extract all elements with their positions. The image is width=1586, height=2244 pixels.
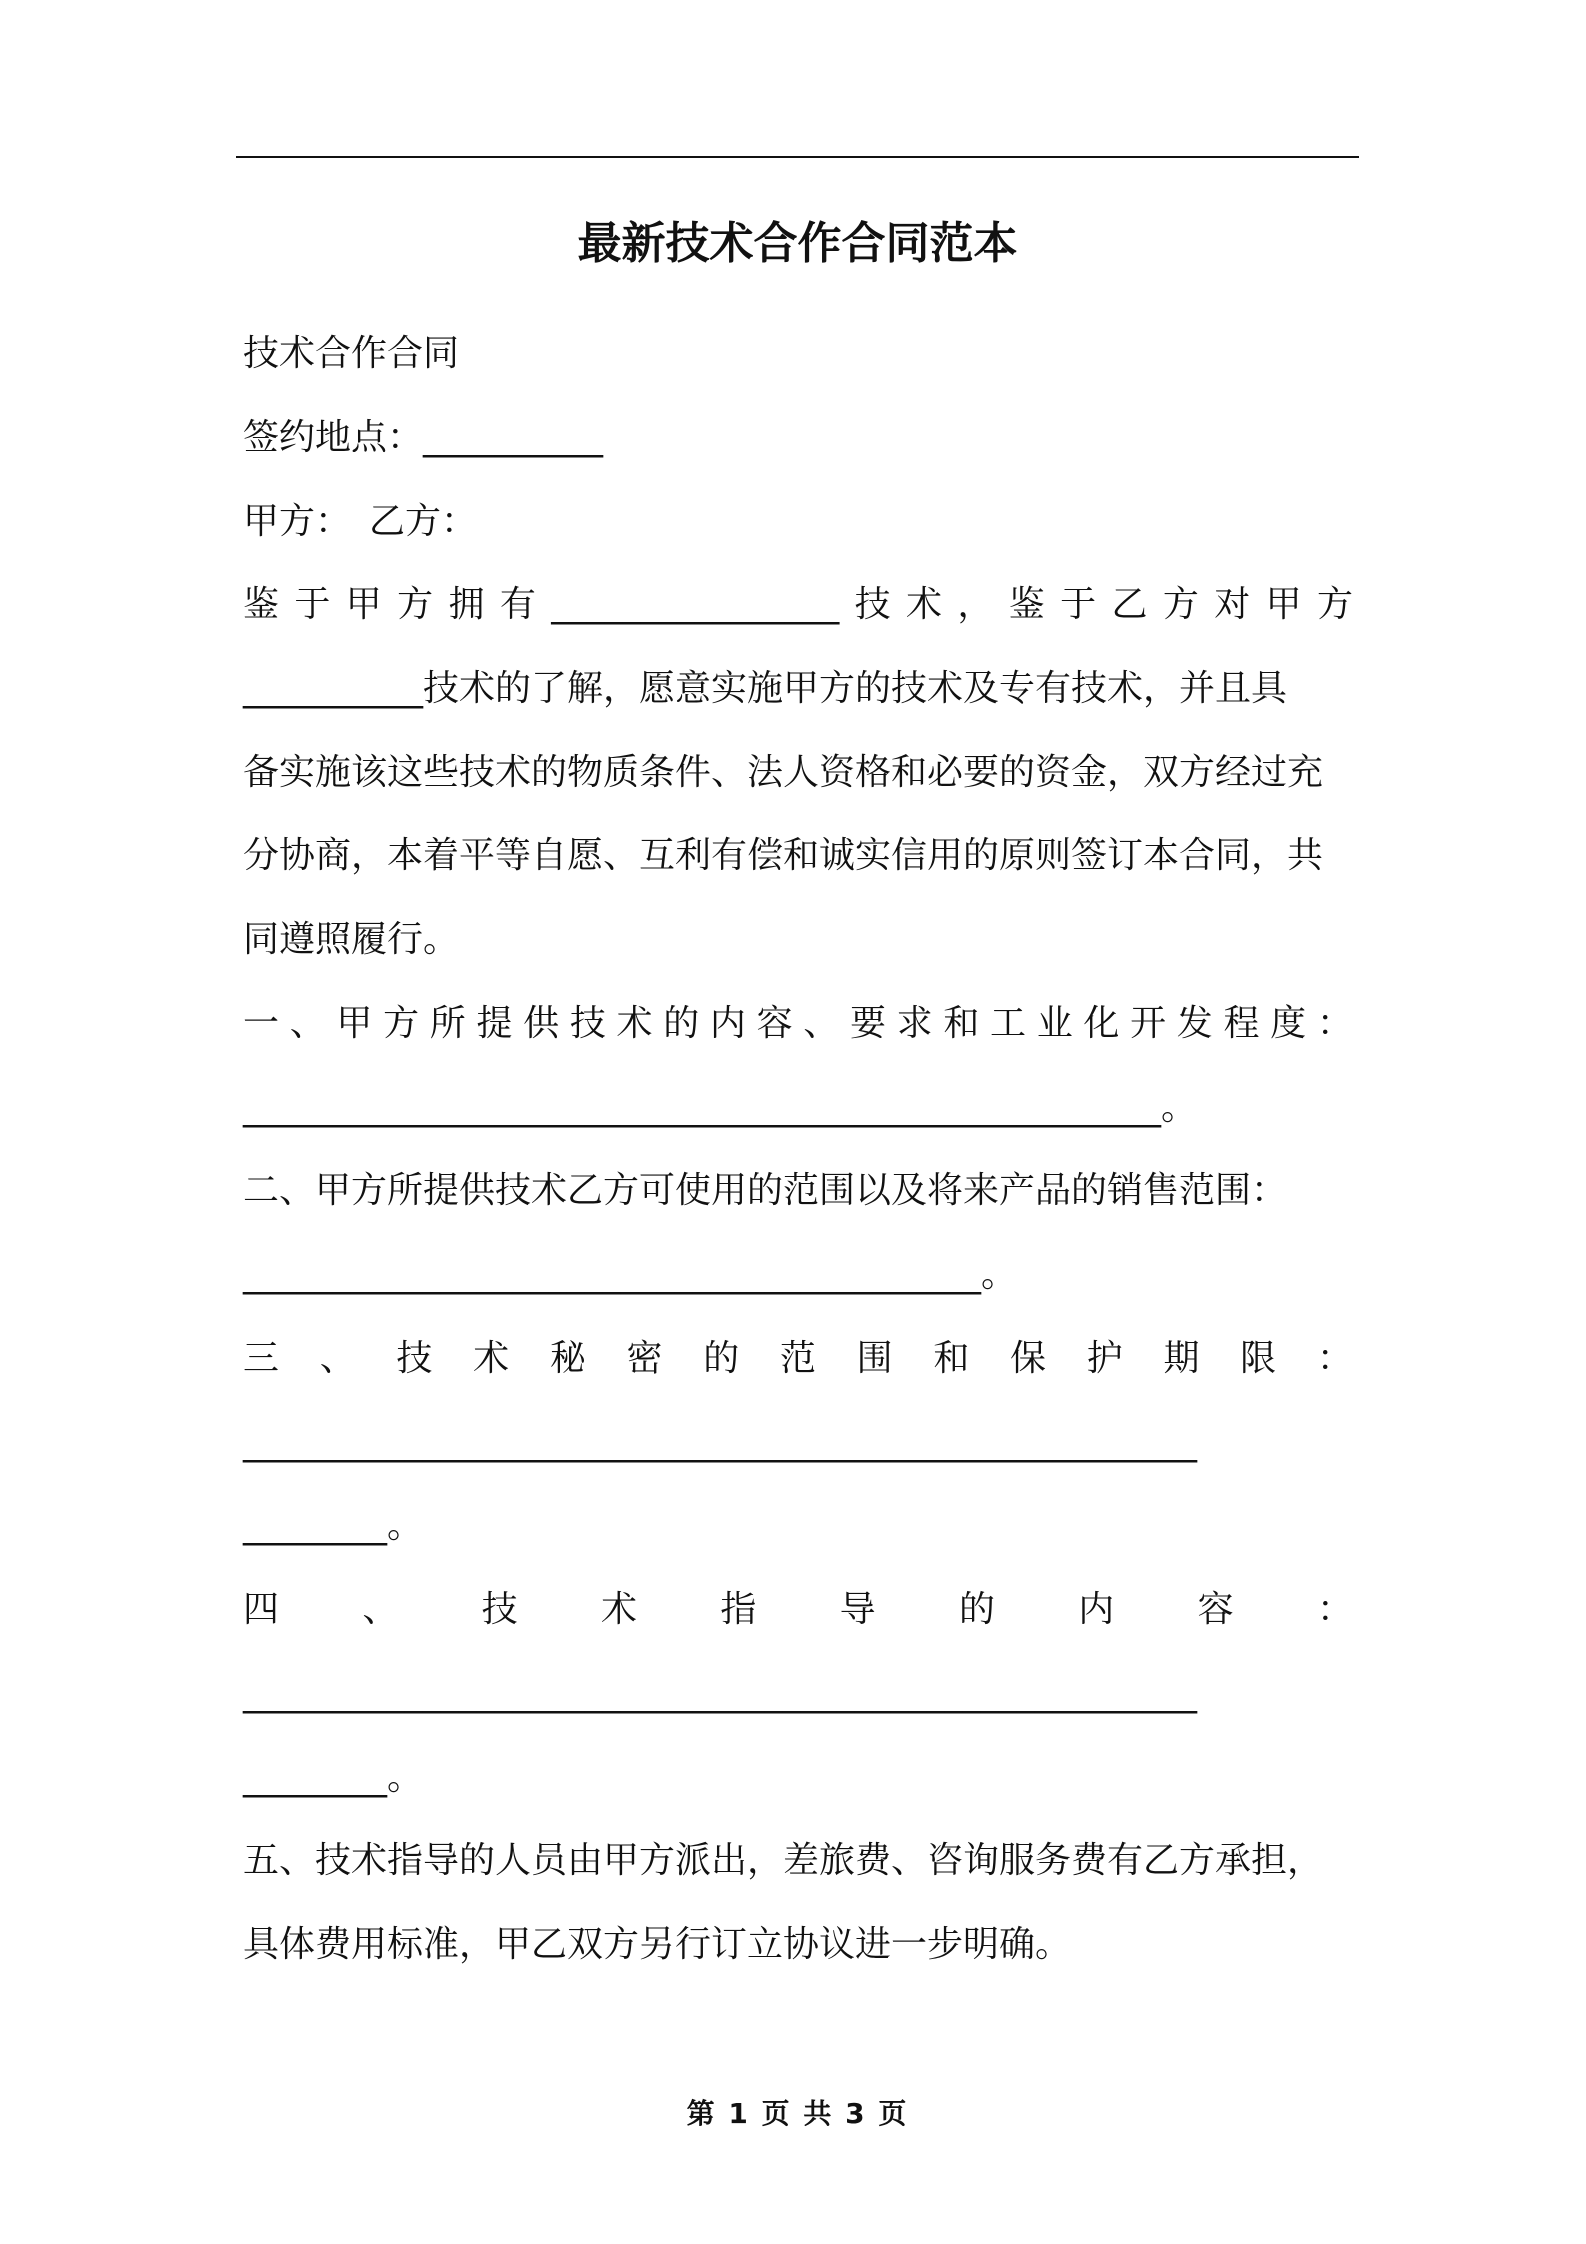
justified-segment: 对 — [1214, 584, 1251, 625]
justified-segment: 方 — [383, 1003, 420, 1044]
justified-segment: 护 — [1086, 1338, 1123, 1379]
justified-segment: 鉴 — [1008, 584, 1045, 625]
justified-segment: 术 — [473, 1338, 510, 1379]
justified-segment: 的 — [703, 1338, 740, 1379]
justified-segment: 所 — [429, 1003, 466, 1044]
justified-segment: ， — [957, 584, 994, 625]
justified-segment: 、 — [362, 1589, 399, 1630]
justified-segment: 鉴 — [243, 584, 280, 625]
signing-place-line: 签约地点：__________ — [243, 417, 604, 458]
justified-segment: 术 — [905, 584, 942, 625]
justified-segment: 拥 — [448, 584, 485, 625]
justified-segment: 甲 — [1265, 584, 1302, 625]
justified-segment: ________________ — [551, 584, 840, 625]
clause-5-line-2: 具体费用标准，甲乙双方另行订立协议进一步明确。 — [243, 1924, 1072, 1965]
justified-segment: 方 — [397, 584, 434, 625]
justified-segment: 度 — [1270, 1003, 1307, 1044]
preamble-line-2: __________技术的了解，愿意实施甲方的技术及专有技术，并且具 — [243, 668, 1288, 709]
header-rule — [236, 156, 1359, 158]
justified-segment: 技 — [396, 1338, 433, 1379]
justified-segment: 指 — [720, 1589, 757, 1630]
justified-segment: 期 — [1163, 1338, 1200, 1379]
justified-segment: 技 — [569, 1003, 606, 1044]
preamble-line-5: 同遵照履行。 — [243, 919, 460, 960]
clause-3-blank-2: ________。 — [243, 1505, 424, 1546]
clause-2-blank: _________________________________________。 — [243, 1254, 1017, 1295]
justified-segment: 方 — [1316, 584, 1353, 625]
clause-3-blank-1: _____________________________________________________ — [243, 1422, 1197, 1463]
clause-3-heading — [243, 1334, 1353, 1384]
justified-segment: 导 — [839, 1589, 876, 1630]
justified-segment: ： — [1316, 1003, 1353, 1044]
justified-segment: 内 — [1078, 1589, 1115, 1630]
justified-segment: 于 — [1060, 584, 1097, 625]
parties-line: 甲方： 乙方： — [243, 501, 478, 542]
clause-4-blank-2: ________。 — [243, 1757, 424, 1798]
justified-segment: 容 — [756, 1003, 793, 1044]
preamble-line-4: 分协商，本着平等自愿、互利有偿和诚实信用的原则签订本合同，共 — [243, 835, 1324, 876]
justified-segment: 内 — [709, 1003, 746, 1044]
justified-segment: 、 — [803, 1003, 840, 1044]
justified-segment: 和 — [943, 1003, 980, 1044]
justified-segment: 、 — [289, 1003, 326, 1044]
justified-segment: 有 — [499, 584, 536, 625]
justified-segment: 发 — [1176, 1003, 1213, 1044]
justified-segment: 业 — [1036, 1003, 1073, 1044]
justified-segment: 和 — [933, 1338, 970, 1379]
justified-segment: 术 — [600, 1589, 637, 1630]
clause-1-blank: ___________________________________________________。 — [243, 1087, 1197, 1128]
page-number-footer: 第 1 页 共 3 页 — [686, 2097, 909, 2130]
contract-subtitle: 技术合作合同 — [243, 333, 460, 374]
justified-segment: 乙 — [1111, 584, 1148, 625]
justified-segment: 的 — [958, 1589, 995, 1630]
justified-segment: 的 — [663, 1003, 700, 1044]
justified-segment: 限 — [1240, 1338, 1277, 1379]
justified-segment: 保 — [1010, 1338, 1047, 1379]
justified-segment: 范 — [779, 1338, 816, 1379]
justified-segment: 围 — [856, 1338, 893, 1379]
justified-segment: 一 — [243, 1003, 280, 1044]
justified-segment: 技 — [854, 584, 891, 625]
justified-segment: 甲 — [345, 584, 382, 625]
clause-4-heading — [243, 1585, 1353, 1635]
clause-2-heading: 二、甲方所提供技术乙方可使用的范围以及将来产品的销售范围： — [243, 1170, 1288, 1211]
justified-segment: 三 — [243, 1338, 280, 1379]
justified-segment: ： — [1316, 1338, 1353, 1379]
justified-segment: 、 — [319, 1338, 356, 1379]
justified-segment: 供 — [523, 1003, 560, 1044]
justified-segment: 化 — [1083, 1003, 1120, 1044]
document-title: 最新技术合作合同范本 — [577, 218, 1018, 269]
justified-segment: 术 — [616, 1003, 653, 1044]
justified-segment: 程 — [1223, 1003, 1260, 1044]
clause-1-heading — [243, 999, 1353, 1049]
justified-segment: 求 — [896, 1003, 933, 1044]
justified-segment: 四 — [243, 1589, 280, 1630]
justified-segment: 要 — [849, 1003, 886, 1044]
justified-segment: 方 — [1162, 584, 1199, 625]
justified-segment: 提 — [476, 1003, 513, 1044]
clause-4-blank-1: _____________________________________________________ — [243, 1673, 1197, 1714]
justified-segment: 甲 — [336, 1003, 373, 1044]
justified-segment: ： — [1316, 1589, 1353, 1630]
justified-segment: 秘 — [549, 1338, 586, 1379]
justified-segment: 工 — [990, 1003, 1027, 1044]
preamble-line-1 — [243, 580, 1353, 630]
justified-segment: 技 — [481, 1589, 518, 1630]
justified-segment: 于 — [294, 584, 331, 625]
preamble-line-3: 备实施该这些技术的物质条件、法人资格和必要的资金，双方经过充 — [243, 752, 1324, 793]
justified-segment: 密 — [626, 1338, 663, 1379]
justified-segment: 容 — [1197, 1589, 1234, 1630]
justified-segment: 开 — [1130, 1003, 1167, 1044]
clause-5-line-1: 五、技术指导的人员由甲方派出，差旅费、咨询服务费有乙方承担， — [243, 1840, 1324, 1881]
